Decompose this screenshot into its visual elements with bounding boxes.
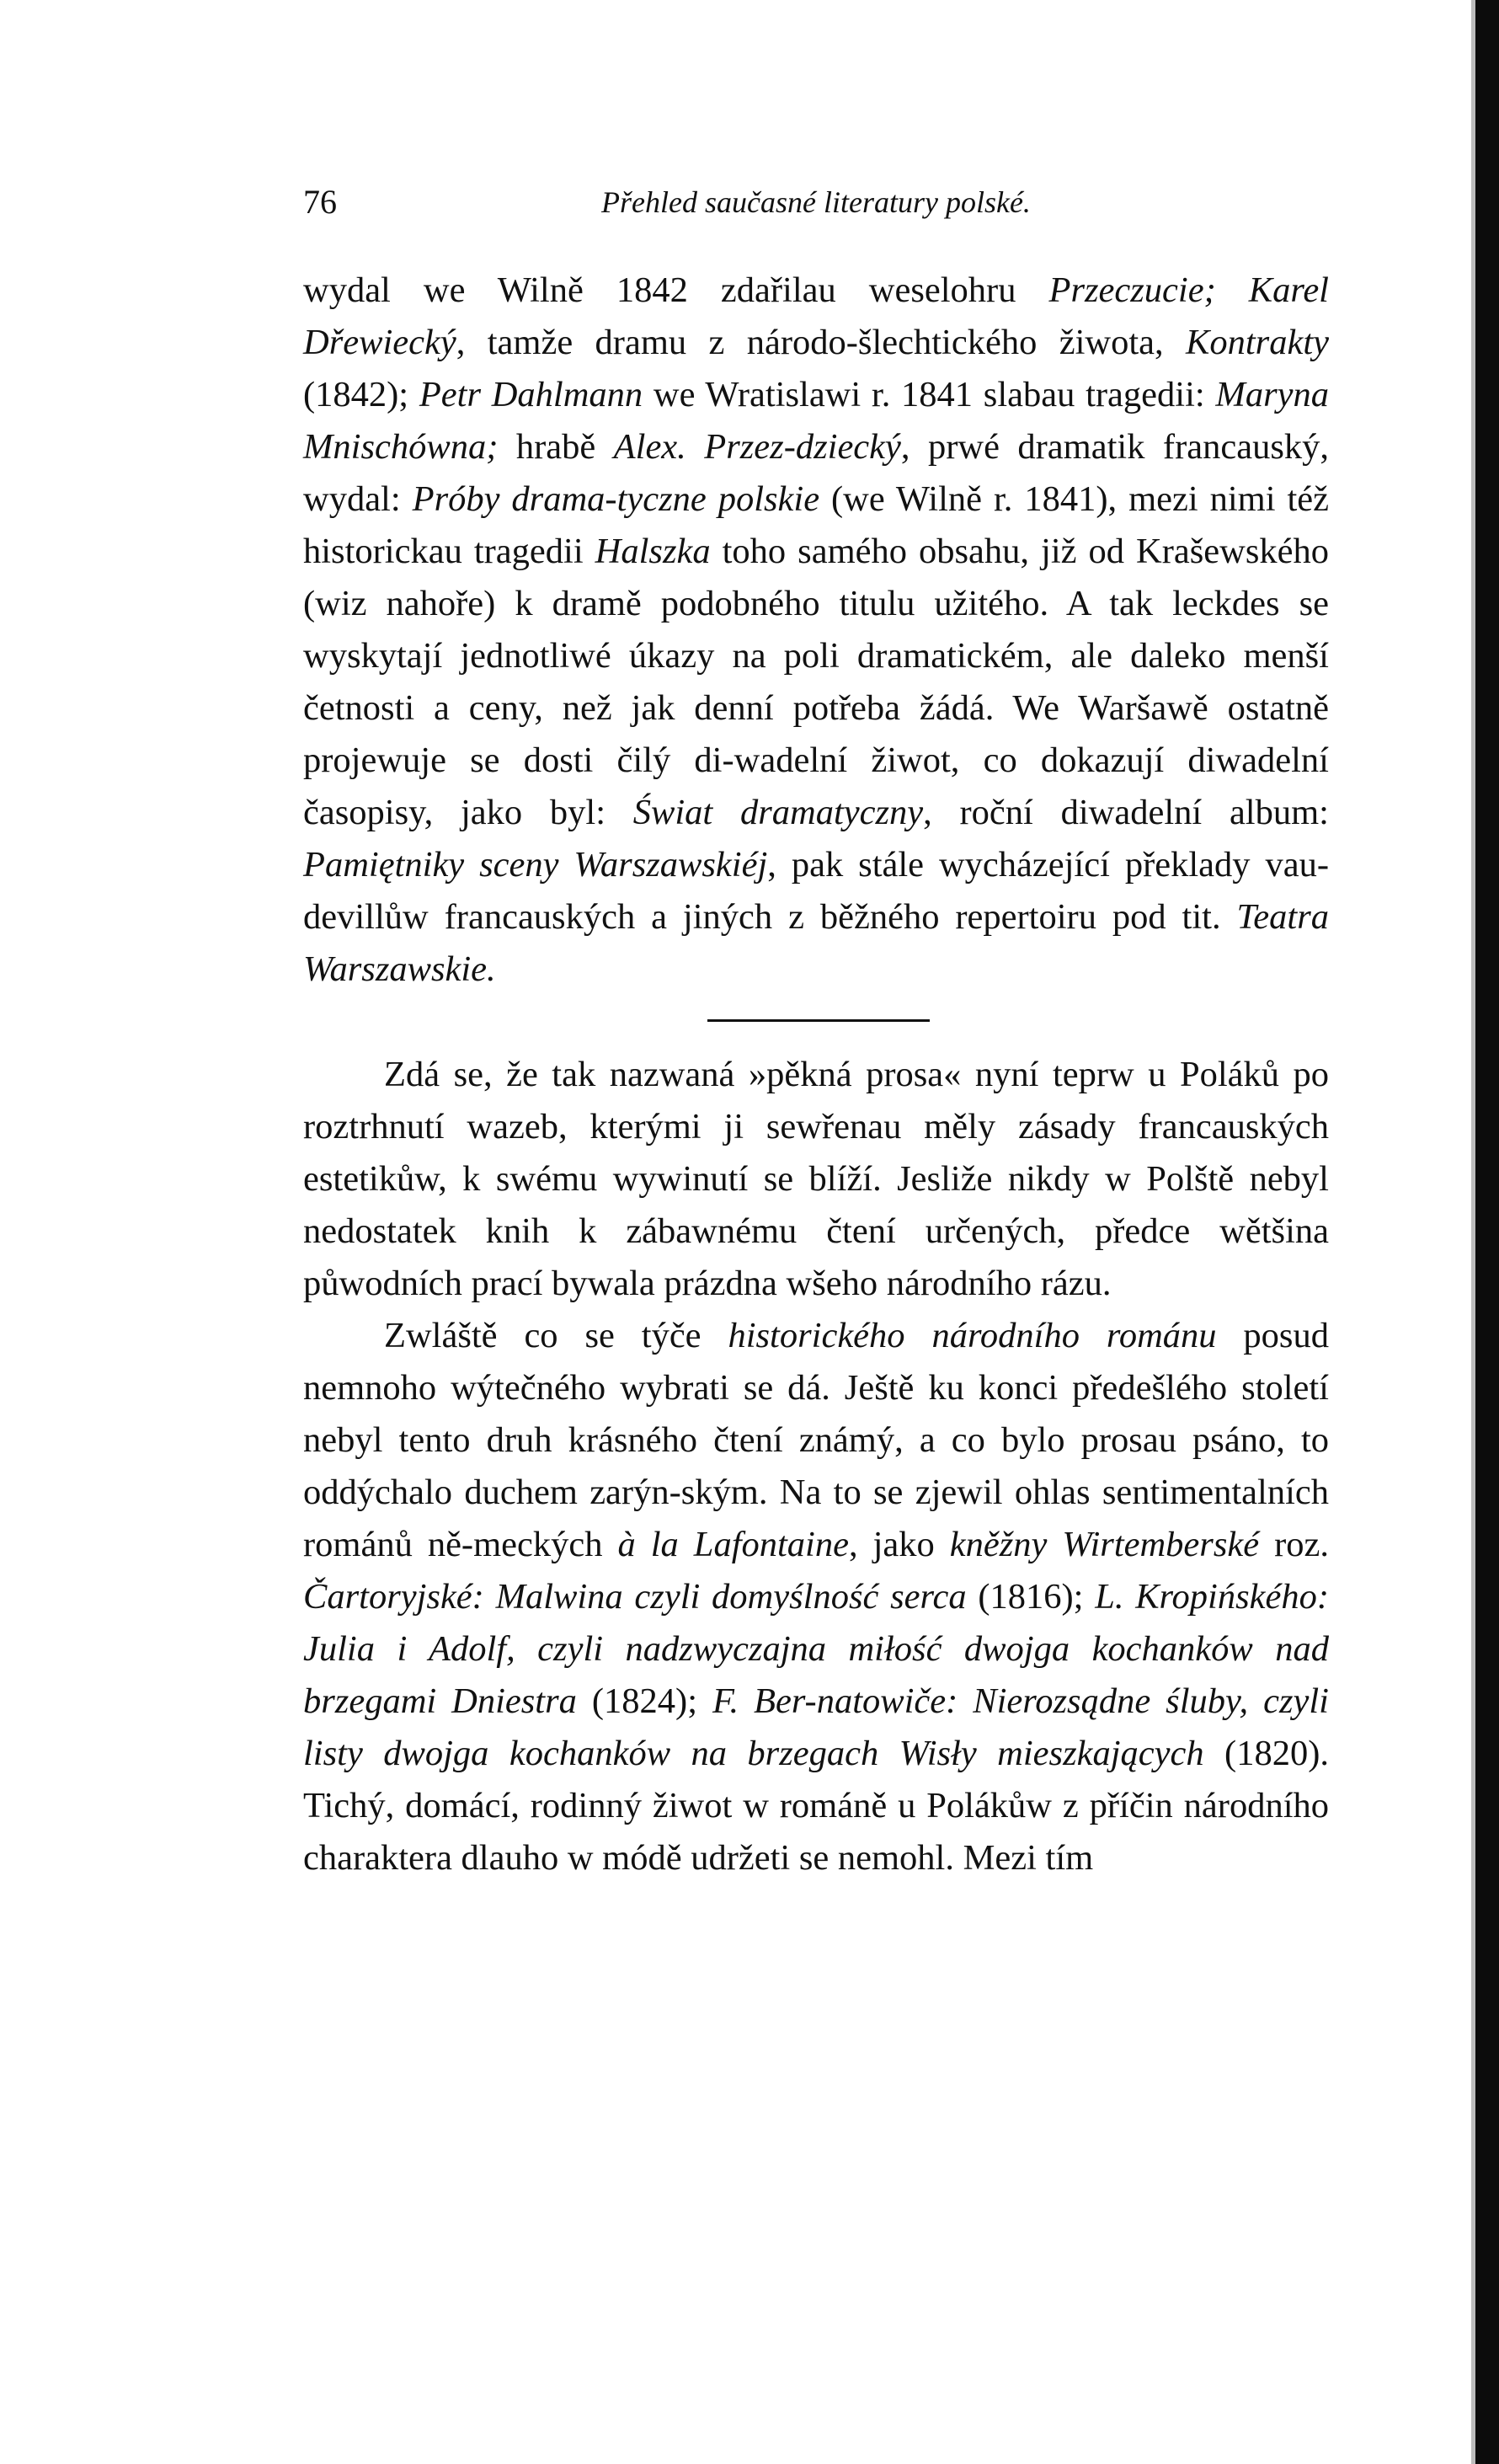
- italic-text-span: historického národního románu: [728, 1316, 1217, 1355]
- italic-text-span: Pamiętniky sceny Warszawskiéj: [303, 845, 768, 885]
- text-span: (1842);: [303, 375, 419, 414]
- section-divider: [707, 1019, 930, 1022]
- text-span: , prwé dramatik francauský, wydal:: [303, 427, 1329, 519]
- text-span: , tamže dramu z národo-šlechtického žiwota,: [456, 323, 1187, 362]
- italic-text-span: à la Lafontaine: [617, 1525, 849, 1564]
- italic-text-span: Świat dramatyczny: [632, 793, 924, 832]
- text-span: (1816);: [966, 1577, 1096, 1617]
- text-span: Zdá se, že tak nazwaná »pěkná prosa« nyní teprw u Poláků po roztrhnutí wazeb, kterými ji sewřenau měly zásady francauských estetikůw, k swému wywinutí se blíží. Jesliže nikdy w Polště nebyl nedostatek knih k zábawnému čtení určených, předce wětšina půwodních prací bywala prázdna wšeho národního rázu.: [303, 1055, 1329, 1303]
- italic-text-span: Halszka: [595, 532, 711, 571]
- text-span: (we Wilně r. 1841), mezi nimi též historickau tragedii: [303, 479, 1330, 571]
- italic-text-span: F. Ber-natowiče: Nierozsądne śluby, czyli listy dwojga kochanków na brzegach Wisły mieszkających: [303, 1681, 1329, 1773]
- text-span: posud nemnoho wýtečného wybrati se dá. Ještě ku konci předešlého století nebyl tento druh krásného čtení známý, a co bylo prosau psáno, to oddýchalo duchem zarýn-ským. Na to se zjewil ohlas sentimentalních románů ně-meckých: [303, 1316, 1329, 1564]
- italic-text-span: Alex. Przez-dziecký: [613, 427, 901, 467]
- text-span: , jako: [848, 1525, 950, 1564]
- italic-text-span: Kontrakty: [1186, 323, 1329, 362]
- page-text-block: [303, 179, 1329, 1884]
- text-span: , roční diwadelní album:: [923, 793, 1329, 832]
- italic-text-span: Petr Dahlmann: [419, 375, 643, 414]
- italic-text-span: kněžny Wirtemberské: [949, 1525, 1260, 1564]
- text-span: hrabě: [498, 427, 614, 467]
- scan-border: [1475, 0, 1499, 2464]
- text-span: roz.: [1259, 1525, 1329, 1564]
- italic-text-span: Teatra Warszawskie.: [303, 897, 1329, 989]
- text-span: (1824);: [576, 1681, 712, 1721]
- text-span: , pak stále wycházející překlady vau-devillůw francauských a jiných z běžného repertoiru pod tit.: [303, 845, 1329, 937]
- text-span: we Wratislawi r. 1841 slabau tragedii:: [643, 375, 1216, 414]
- running-head: [303, 179, 1329, 229]
- italic-text-span: Maryna Mnischówna;: [303, 375, 1329, 467]
- running-title: Přehled saučasné literatury polské.: [601, 185, 1031, 219]
- text-span: (1820). Tichý, domácí, rodinný žiwot w románě u Polákůw z příčin národního charaktera dlauho w módě udržeti se nemohl. Mezi tím: [303, 1734, 1329, 1878]
- page-number: 76: [303, 183, 337, 221]
- italic-text-span: Przeczucie; Karel Dřewiecký: [303, 270, 1329, 362]
- italic-text-span: Próby drama-tyczne polskie: [412, 479, 820, 519]
- paragraph-drama: [303, 265, 1329, 996]
- text-span: toho samého obsahu, již od Krašewského (wiz nahoře) k dramě podobného titulu užitého. A tak leckdes se wyskytají jednotliwé úkazy na poli dramatickém, ale daleko menší četnosti a ceny, než jak denní potřeba žádá. We Waršawě ostatně projewuje se dosti čilý di-wadelní žiwot, co dokazují diwadelní časopisy, jako byl:: [303, 532, 1329, 832]
- italic-text-span: Čartoryjské: Malwina czyli domyślność serca: [303, 1577, 967, 1617]
- text-span: wydal we Wilně 1842 zdařilau weselohru: [303, 270, 1049, 310]
- italic-text-span: L. Kropińského: Julia i Adolf, czyli nadzwyczajna miłość dwojga kochanków nad brzegami Dniestra: [303, 1577, 1329, 1721]
- text-span: Zwláště co se týče: [384, 1316, 728, 1355]
- paragraph-novel: [303, 1310, 1329, 1884]
- paragraph-prose: [303, 1049, 1329, 1310]
